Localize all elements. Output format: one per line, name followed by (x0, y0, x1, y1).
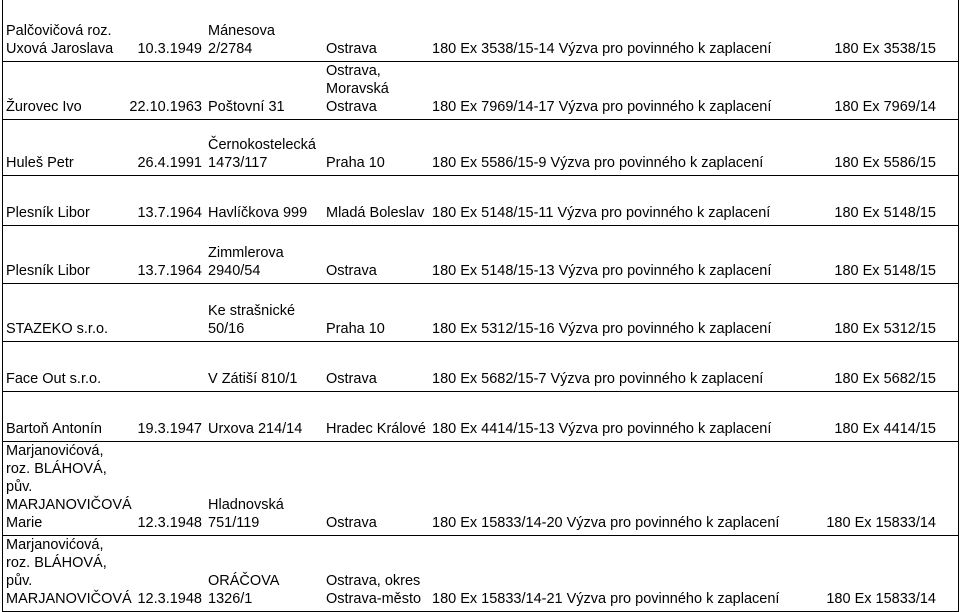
cell-case-number: 180 Ex 15833/14 (826, 515, 936, 531)
cell-document: 180 Ex 7969/14-17 Výzva pro povinného k zaplacení (432, 99, 772, 115)
cell-name: Plesník Libor (6, 205, 90, 221)
cell-birth-date: 13.7.1964 (137, 205, 202, 221)
cell-street: Poštovní 31 (208, 99, 285, 115)
cell-name: Marjanovićová, roz. BLÁHOVÁ, pův. MARJANOVIČOVÁ Marie (6, 443, 132, 531)
cell-name: Palčovičová roz. Uxová Jaroslava (6, 23, 114, 57)
cell-case-number: 180 Ex 7969/14 (834, 99, 936, 115)
cell-city: Ostrava (326, 41, 377, 57)
cell-street: Havlíčkova 999 (208, 205, 308, 221)
cell-case-number: 180 Ex 5148/15 (834, 205, 936, 221)
cell-document: 180 Ex 5148/15-11 Výzva pro povinného k zaplacení (432, 205, 771, 221)
cell-birth-date: 26.4.1991 (137, 155, 202, 171)
cell-document: 180 Ex 15833/14-20 Výzva pro povinného k zaplacení (432, 515, 780, 531)
cell-birth-date: 10.3.1949 (137, 41, 202, 57)
cell-birth-date: 22.10.1963 (129, 99, 202, 115)
cell-document: 180 Ex 4414/15-13 Výzva pro povinného k zaplacení (432, 421, 772, 437)
cell-city: Praha 10 (326, 155, 385, 171)
cell-case-number: 180 Ex 5312/15 (834, 321, 936, 337)
cell-name: Žurovec Ivo (6, 99, 82, 115)
cell-name: Plesník Libor (6, 263, 90, 279)
cell-name: Huleš Petr (6, 155, 74, 171)
cell-street: Zimmlerova 2940/54 (208, 245, 284, 279)
cell-birth-date: 12.3.1948 (137, 515, 202, 531)
table-row (0, 342, 960, 392)
cell-name: STAZEKO s.r.o. (6, 321, 109, 337)
cell-case-number: 180 Ex 5682/15 (834, 371, 936, 387)
cell-document: 180 Ex 3538/15-14 Výzva pro povinného k zaplacení (432, 41, 772, 57)
cell-document: 180 Ex 15833/14-21 Výzva pro povinného k zaplacení (432, 591, 780, 607)
cell-document: 180 Ex 5148/15-13 Výzva pro povinného k zaplacení (432, 263, 772, 279)
cell-case-number: 180 Ex 15833/14 (826, 591, 936, 607)
table-row (0, 536, 960, 612)
cell-street: Hladnovská 751/119 (208, 497, 284, 531)
cell-city: Hradec Králové (326, 421, 426, 437)
cell-city: Ostrava (326, 371, 377, 387)
cell-street: Urxova 214/14 (208, 421, 303, 437)
table-row (0, 284, 960, 342)
table-row (0, 226, 960, 284)
cell-name: Face Out s.r.o. (6, 371, 102, 387)
cell-street: V Zátiší 810/1 (208, 371, 298, 387)
cell-city: Ostrava, Moravská Ostrava (326, 63, 389, 115)
table-row (0, 0, 960, 62)
table-row (0, 442, 960, 536)
cell-case-number: 180 Ex 5586/15 (834, 155, 936, 171)
cell-city: Mladá Boleslav (326, 205, 425, 221)
cell-case-number: 180 Ex 4414/15 (834, 421, 936, 437)
cell-document: 180 Ex 5682/15-7 Výzva pro povinného k zaplacení (432, 371, 764, 387)
table-row (0, 392, 960, 442)
cell-city: Ostrava, okres Ostrava-město (326, 573, 422, 607)
cell-case-number: 180 Ex 5148/15 (834, 263, 936, 279)
cell-name: Bartoň Antonín (6, 421, 102, 437)
cell-street: ORÁČOVA 1326/1 (208, 573, 280, 607)
cell-name: Marjanovićová, roz. BLÁHOVÁ, pův. MARJANOVIČOVÁ (6, 537, 132, 607)
table-row (0, 62, 960, 120)
cell-document: 180 Ex 5586/15-9 Výzva pro povinného k zaplacení (432, 155, 764, 171)
cell-city: Ostrava (326, 515, 377, 531)
cell-document: 180 Ex 5312/15-16 Výzva pro povinného k zaplacení (432, 321, 772, 337)
cell-street: Černokostelecká 1473/117 (208, 137, 316, 171)
cell-birth-date: 13.7.1964 (137, 263, 202, 279)
cell-city: Ostrava (326, 263, 377, 279)
table-row (0, 120, 960, 176)
cell-street: Mánesova 2/2784 (208, 23, 275, 57)
cell-birth-date: 12.3.1948 (137, 591, 202, 607)
cell-case-number: 180 Ex 3538/15 (834, 41, 936, 57)
cell-birth-date: 19.3.1947 (137, 421, 202, 437)
cell-city: Praha 10 (326, 321, 385, 337)
table-row (0, 176, 960, 226)
cell-street: Ke strašnické 50/16 (208, 303, 296, 337)
